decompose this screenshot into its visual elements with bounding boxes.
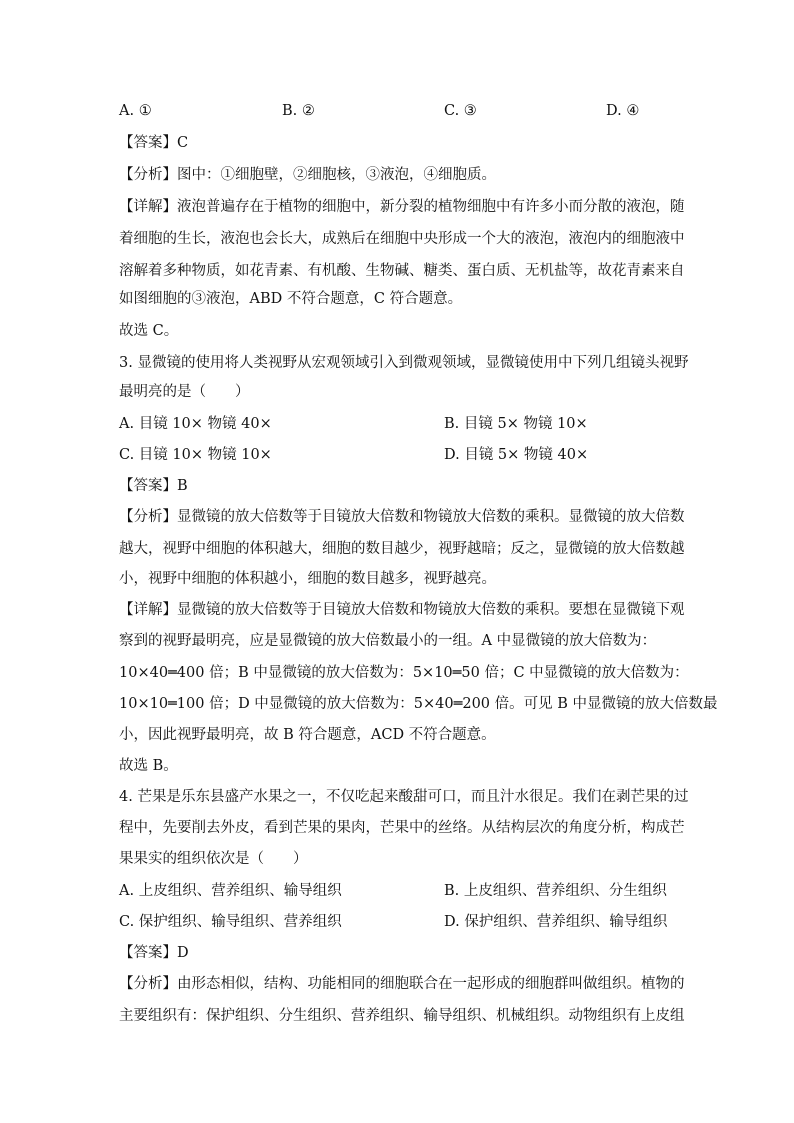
q2-answer: 【答案】C <box>119 135 189 151</box>
q3-detail-line: 小，因此视野最明亮，故 B 符合题意，ACD 不符合题意。 <box>119 727 496 743</box>
q3-detail-line: 【详解】显微镜的放大倍数等于目镜放大倍数和物镜放大倍数的乘积。要想在显微镜下观 <box>119 602 685 618</box>
q3-conclusion: 故选 B。 <box>119 758 178 774</box>
q2-option-d: D. ④ <box>606 103 640 119</box>
q4-option-d: D. 保护组织、营养组织、输导组织 <box>444 914 668 930</box>
q2-detail-line: 溶解着多种物质，如花青素、有机酸、生物碱、糖类、蛋白质、无机盐等，故花青素来自 <box>119 263 685 279</box>
q3-options-row-1 <box>119 409 679 440</box>
q2-options <box>119 96 679 127</box>
q4-options-row-2 <box>119 907 679 938</box>
q4-option-a: A. 上皮组织、营养组织、输导组织 <box>119 883 342 899</box>
q4-options-row-1 <box>119 876 679 907</box>
q4-option-c: C. 保护组织、输导组织、营养组织 <box>119 914 342 930</box>
q3-detail-line: 10×40═400 倍；B 中显微镜的放大倍数为：5×10═50 倍；C 中显微镜的放大倍数为： <box>119 665 689 681</box>
q4-answer: 【答案】D <box>119 945 189 961</box>
q4-stem-line: 程中，先要削去外皮，看到芒果的果肉，芒果中的丝络。从结构层次的角度分析，构成芒 <box>119 820 685 836</box>
q3-stem-line: 最明亮的是（ ） <box>119 384 250 400</box>
q4-stem-line: 4. 芒果是乐东县盛产水果之一，不仅吃起来酸甜可口，而且汁水很足。我们在剥芒果的过 <box>119 789 689 805</box>
q2-conclusion: 故选 C。 <box>119 323 179 339</box>
q3-detail-line: 10×10═100 倍；D 中显微镜的放大倍数为：5×40═200 倍。可见 B 中显微镜的放大倍数最 <box>119 696 718 712</box>
q3-option-c: C. 目镜 10× 物镜 10× <box>119 447 272 463</box>
q2-detail-line: 着细胞的生长，液泡也会长大，成熟后在细胞中央形成一个大的液泡，液泡内的细胞液中 <box>119 231 685 247</box>
q3-analysis-line: 越大，视野中细胞的体积越大，细胞的数目越少，视野越暗；反之，显微镜的放大倍数越 <box>119 541 685 557</box>
q2-option-b: B. ② <box>282 103 315 119</box>
q4-analysis-line: 主要组织有：保护组织、分生组织、营养组织、输导组织、机械组织。动物组织有上皮组 <box>119 1008 685 1024</box>
q2-analysis: 【分析】图中：①细胞壁，②细胞核，③液泡，④细胞质。 <box>119 167 496 183</box>
q3-analysis-line: 小，视野中细胞的体积越小，细胞的数目越多，视野越亮。 <box>119 571 496 587</box>
q3-detail-line: 察到的视野最明亮，应是显微镜的放大倍数最小的一组。A 中显微镜的放大倍数为： <box>119 633 657 649</box>
q3-option-b: B. 目镜 5× 物镜 10× <box>444 416 588 432</box>
q4-analysis-line: 【分析】由形态相似，结构、功能相同的细胞联合在一起形成的细胞群叫做组织。植物的 <box>119 976 685 992</box>
q3-option-a: A. 目镜 10× 物镜 40× <box>119 416 272 432</box>
q4-option-b: B. 上皮组织、营养组织、分生组织 <box>444 883 667 899</box>
q3-stem-line: 3. 显微镜的使用将人类视野从宏观领域引入到微观领域，显微镜使用中下列几组镜头视野 <box>119 355 689 371</box>
q4-stem-line: 果果实的组织依次是（ ） <box>119 851 308 867</box>
q2-option-a: A. ① <box>119 103 152 119</box>
q3-answer: 【答案】B <box>119 478 188 494</box>
q2-detail-line: 【详解】液泡普遍存在于植物的细胞中，新分裂的植物细胞中有许多小而分散的液泡，随 <box>119 199 685 215</box>
q3-options-row-2 <box>119 440 679 471</box>
q2-option-c: C. ③ <box>444 103 477 119</box>
q3-option-d: D. 目镜 5× 物镜 40× <box>444 447 589 463</box>
q2-detail-line: 如图细胞的③液泡，ABD 不符合题意，C 符合题意。 <box>119 291 463 307</box>
q3-analysis-line: 【分析】显微镜的放大倍数等于目镜放大倍数和物镜放大倍数的乘积。显微镜的放大倍数 <box>119 509 685 525</box>
